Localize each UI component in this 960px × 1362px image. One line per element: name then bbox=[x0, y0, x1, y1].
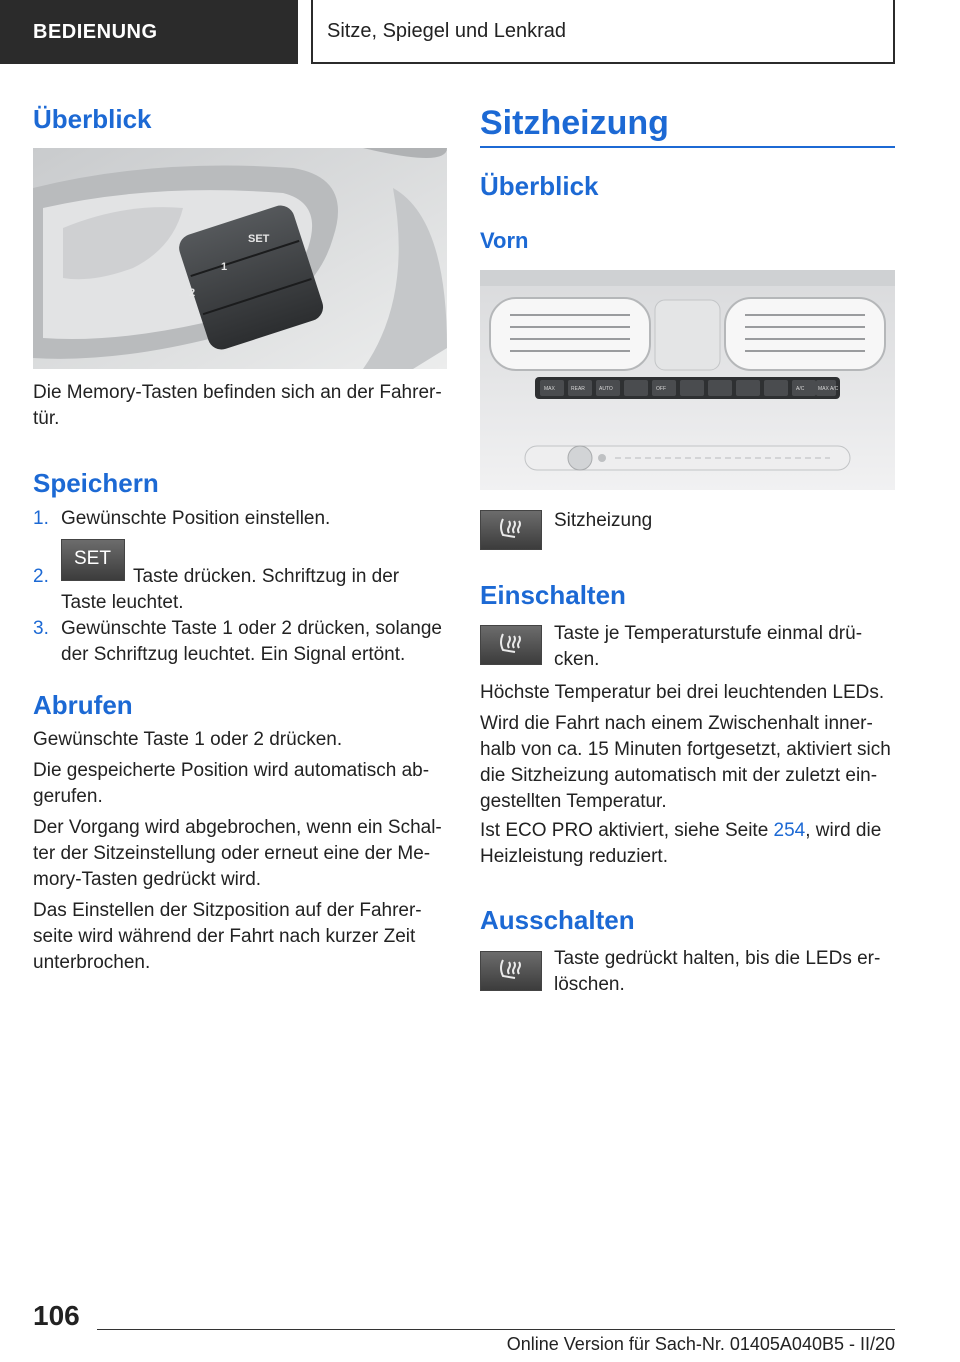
memory-buttons-photo bbox=[33, 148, 447, 369]
recall-paragraph: Gewünschte Taste 1 oder 2 drücken. bbox=[33, 729, 343, 750]
eco-text: Ist ECO PRO aktiviert, siehe Seite bbox=[480, 820, 774, 841]
eco-text: , wird die Heizleistung reduziert. bbox=[480, 820, 882, 867]
recall-paragraph: Die gespeicherte Position wird automatisch ab-gerufen. bbox=[33, 760, 430, 807]
seat-heating-icon bbox=[480, 510, 542, 550]
chapter-title: Sitze, Spiegel und Lenkrad bbox=[311, 0, 895, 64]
memory-set-label: SET bbox=[248, 233, 270, 245]
page-number: 106 bbox=[33, 1300, 80, 1331]
off-text: Taste gedrückt halten, bis die LEDs er-löschen. bbox=[554, 948, 881, 995]
page-link[interactable]: 254 bbox=[773, 820, 806, 841]
page-header bbox=[0, 0, 960, 68]
on-text: Taste je Temperaturstufe einmal drü-cken. bbox=[554, 623, 863, 670]
step-number: 2. bbox=[33, 566, 49, 587]
panel-btn-label: OFF bbox=[656, 386, 666, 392]
off-heading: Ausschalten bbox=[480, 905, 635, 935]
step-text: Taste drücken. Schriftzug in der Taste leuchtet. bbox=[61, 566, 400, 613]
panel-btn-label: A/C bbox=[796, 386, 805, 392]
front-heading: Vorn bbox=[480, 228, 529, 253]
seat-heat-glyph bbox=[481, 511, 540, 548]
section-tab: BEDIENUNG bbox=[0, 0, 298, 64]
main-title: Sitzheizung bbox=[480, 104, 669, 142]
seat-heating-icon bbox=[480, 625, 542, 665]
panel-btn-label: AUTO bbox=[599, 386, 613, 392]
step-number: 1. bbox=[33, 508, 49, 529]
overview-heading-right: Überblick bbox=[480, 171, 599, 201]
seat-heat-glyph bbox=[481, 626, 540, 663]
on-paragraph: Höchste Temperatur bei drei leuchtenden LEDs. bbox=[480, 682, 885, 703]
seat-heating-icon bbox=[480, 951, 542, 991]
door-panel-illustration bbox=[33, 148, 447, 369]
set-icon-label: SET bbox=[74, 548, 111, 569]
climate-panel-photo bbox=[480, 270, 895, 490]
footer-rule bbox=[97, 1329, 895, 1330]
panel-btn-label: MAX A/C bbox=[818, 386, 839, 392]
title-rule bbox=[480, 146, 895, 148]
overview-heading-left: Überblick bbox=[33, 104, 152, 134]
climate-panel-illustration bbox=[480, 270, 895, 490]
step-text: Gewünschte Position einstellen. bbox=[61, 508, 331, 529]
eco-paragraph bbox=[480, 818, 898, 870]
recall-heading: Abrufen bbox=[33, 690, 133, 720]
overview-text-left: Die Memory-Tasten befinden sich an der Fahrer-tür. bbox=[33, 382, 442, 429]
step-text: Gewünschte Taste 1 oder 2 drücken, solange der Schriftzug leuchtet. Ein Signal ertönt. bbox=[61, 618, 442, 665]
seat-heating-label: Sitzheizung bbox=[554, 510, 653, 531]
panel-btn-label: REAR bbox=[571, 386, 585, 392]
step-number: 3. bbox=[33, 618, 49, 639]
on-heading: Einschalten bbox=[480, 580, 626, 610]
seat-heat-glyph bbox=[481, 952, 540, 989]
panel-btn-label: MAX bbox=[544, 386, 555, 392]
memory-1-label: 1 bbox=[221, 261, 228, 273]
recall-paragraph: Der Vorgang wird abgebrochen, wenn ein Schal-ter der Sitzeinstellung oder erneut eine der Me-mory-Tasten gedrückt wird. bbox=[33, 817, 442, 890]
on-paragraph: Wird die Fahrt nach einem Zwischenhalt inner-halb von ca. 15 Minuten fortgesetzt, aktiviert sich die Sitzheizung automatisch mit der zuletzt ein-gestellten Temperatur. bbox=[480, 713, 891, 812]
store-heading: Speichern bbox=[33, 468, 159, 498]
memory-2-label: 2 bbox=[189, 287, 196, 299]
online-version-text: Online Version für Sach-Nr. 01405A040B5 - II/20 bbox=[506, 1334, 895, 1354]
recall-paragraph: Das Einstellen der Sitzposition auf der Fahrer-seite wird während der Fahrt nach kurzer Zeit unterbrochen. bbox=[33, 900, 422, 973]
